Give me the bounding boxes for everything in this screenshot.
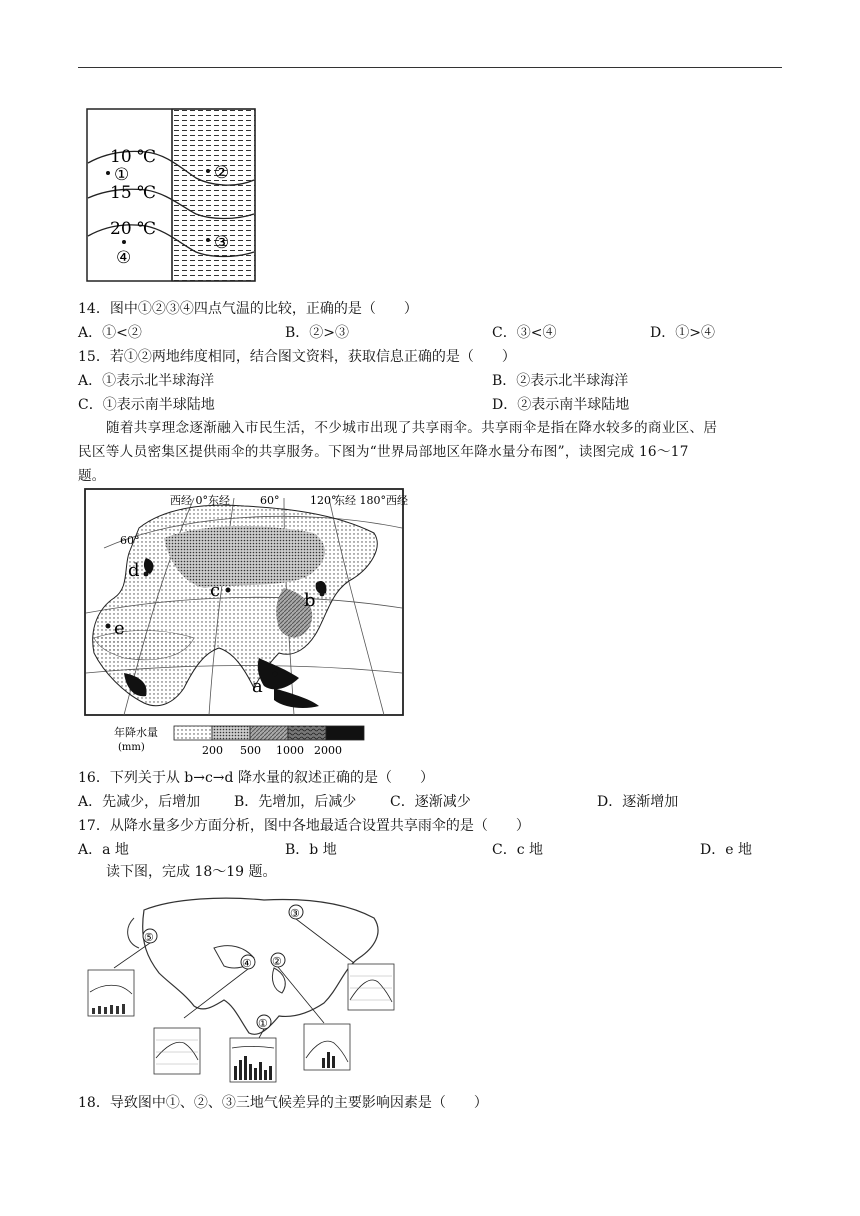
isotherm-figure [86,108,258,288]
map-place-a: a [252,676,263,697]
legend-tick-2000: 2000 [314,744,342,757]
point-4: ④ [116,248,132,268]
q15-option-a: A．①表示北半球海洋 [78,373,215,389]
map-place-c: c [210,580,221,601]
map-label-east180-west: 东经 180°西经 [334,494,408,507]
isotherm-label-15: 15 ℃ [110,183,157,203]
q17-option-d: D．e 地 [700,842,752,858]
map-label-60: 60° [260,494,280,507]
question-16-stem: 16．下列关于从 b→c→d 降水量的叙述正确的是（ ） [78,770,434,786]
legend-unit: (mm) [118,742,145,753]
map2-marker-5: ⑤ [144,931,154,944]
map2-marker-3: ③ [290,907,300,920]
point-3: ③ [214,233,230,253]
map-label-120: 120° [310,494,337,507]
legend-tick-500: 500 [240,744,261,757]
intro-line-1: 随着共享理念逐渐融入市民生活，不少城市出现了共享雨伞。共享雨伞是指在降水较多的商业区、居 [106,420,718,436]
question-18-stem: 18．导致图中①、②、③三地气候差异的主要影响因素是（ ） [78,1095,488,1111]
climate-chart-5 [88,970,134,1016]
map2-marker-4: ④ [242,957,252,970]
climate-chart-2 [304,1024,350,1070]
map-place-e: e [114,618,125,639]
legend-title: 年降水量 [114,726,158,739]
q17-option-a: A．a 地 [78,842,129,858]
legend-tick-1000: 1000 [276,744,304,757]
q15-option-d: D．②表示南半球陆地 [492,397,630,413]
question-15-stem: 15．若①②两地纬度相同，结合图文资料，获取信息正确的是（ ） [78,349,516,365]
map-label-west0-east: 西经 0°东经 [170,494,230,507]
intro-line-2: 民区等人员密集区提供雨伞的共享服务。下图为“世界局部地区年降水量分布图”，读图完成 16～17 [78,444,689,460]
precipitation-map [84,488,410,764]
intro-2: 读下图，完成 18～19 题。 [106,864,277,880]
map-lat-label-60: 60° [120,534,140,547]
legend-tick-200: 200 [202,744,223,757]
map-place-d: d [128,560,140,581]
isotherm-label-20: 20 ℃ [110,219,157,239]
climate-map [84,888,414,1088]
q16-option-d: D．逐渐增加 [597,794,679,810]
q17-option-c: C．c 地 [492,842,544,858]
question-14-stem: 14．图中①②③④四点气温的比较，正确的是（ ） [78,301,418,317]
q14-option-a: A．①<② [78,325,142,341]
map2-marker-1: ① [258,1017,268,1030]
q14-option-c: C．③<④ [492,325,557,341]
q15-option-b: B．②表示北半球海洋 [492,373,629,389]
q16-option-b: B．先增加，后减少 [234,794,357,810]
q14-option-b: B．②>③ [285,325,350,341]
q15-option-c: C．①表示南半球陆地 [78,397,215,413]
q17-option-b: B．b 地 [285,842,337,858]
isotherm-label-10: 10 ℃ [110,147,157,167]
point-1: ① [114,165,130,185]
intro-line-3: 题。 [78,468,106,484]
map-place-b: b [304,590,316,611]
header-rule [78,67,782,68]
question-17-stem: 17．从降水量多少方面分析，图中各地最适合设置共享雨伞的是（ ） [78,818,530,834]
point-2: ② [214,163,230,183]
climate-chart-1 [230,1038,276,1082]
q14-option-d: D．①>④ [650,325,715,341]
climate-chart-3 [348,964,394,1010]
climate-chart-4 [154,1028,200,1074]
map2-marker-2: ② [272,955,282,968]
q16-option-a: A．先减少，后增加 [78,794,201,810]
q16-option-c: C．逐渐减少 [390,794,471,810]
